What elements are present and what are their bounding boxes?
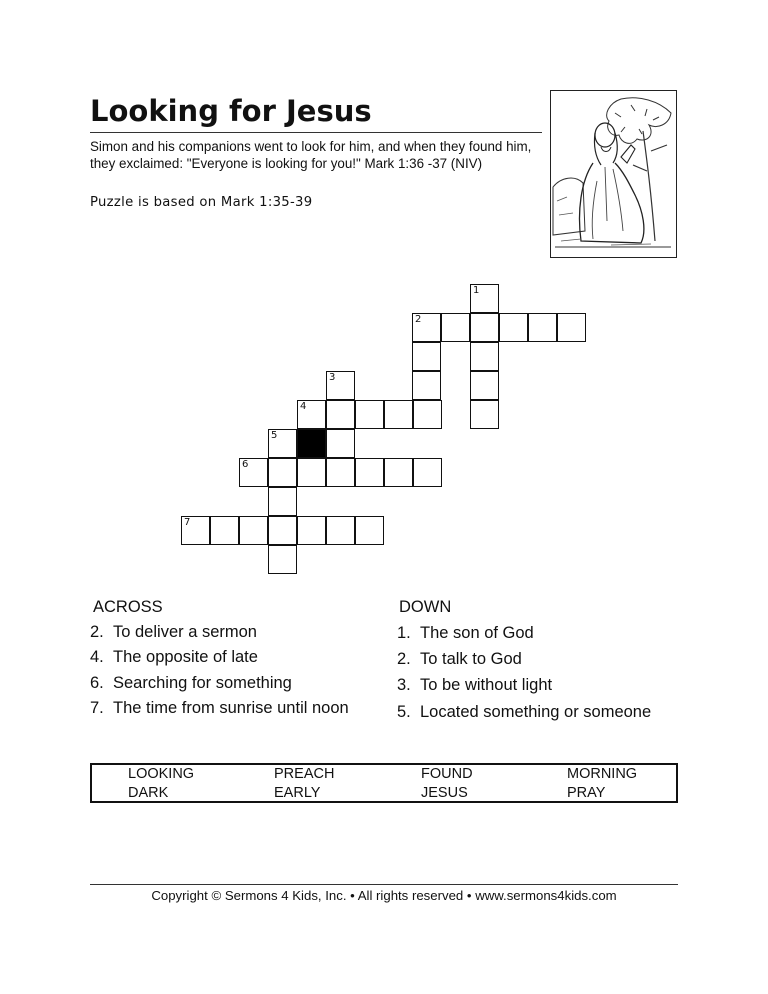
word-bank-item: FOUND bbox=[421, 766, 473, 782]
crossword-cell[interactable] bbox=[384, 458, 413, 487]
across-clue bbox=[90, 699, 349, 718]
crossword-cell[interactable] bbox=[470, 313, 499, 342]
crossword-cell[interactable] bbox=[412, 342, 441, 371]
down-clue bbox=[397, 703, 651, 722]
across-clue bbox=[90, 648, 258, 667]
down-heading: DOWN bbox=[399, 598, 452, 616]
clue-text: To be without light bbox=[420, 676, 553, 694]
clue-num: 7. bbox=[90, 699, 104, 717]
crossword-cell[interactable] bbox=[326, 371, 355, 400]
crossword-cell[interactable] bbox=[239, 516, 268, 545]
blocked-cell bbox=[297, 429, 326, 458]
down-clue bbox=[397, 650, 522, 669]
crossword-cell[interactable] bbox=[297, 458, 326, 487]
clue-text: The opposite of late bbox=[113, 648, 258, 666]
clue-num: 2. bbox=[90, 623, 104, 641]
crossword-cell[interactable] bbox=[557, 313, 586, 342]
crossword-cell[interactable] bbox=[499, 313, 528, 342]
crossword-cell[interactable] bbox=[268, 545, 297, 574]
crossword-cell[interactable] bbox=[355, 400, 384, 429]
crossword-cell[interactable] bbox=[470, 371, 499, 400]
crossword-cell[interactable] bbox=[181, 516, 210, 545]
crossword-cell[interactable] bbox=[268, 487, 297, 516]
crossword-cell[interactable] bbox=[470, 284, 499, 313]
crossword-cell[interactable] bbox=[297, 400, 326, 429]
crossword-cell[interactable] bbox=[413, 458, 442, 487]
clue-text: The son of God bbox=[420, 624, 534, 642]
crossword-cell[interactable] bbox=[412, 371, 441, 400]
clue-number: 1 bbox=[473, 285, 480, 296]
crossword-cell[interactable] bbox=[528, 313, 557, 342]
clue-num: 3. bbox=[397, 676, 411, 694]
word-bank-item: JESUS bbox=[421, 785, 468, 801]
crossword-cell[interactable] bbox=[412, 313, 441, 342]
crossword-cell[interactable] bbox=[326, 400, 355, 429]
word-bank-item: PREACH bbox=[274, 766, 335, 782]
clue-number: 3 bbox=[329, 372, 336, 383]
clue-number: 2 bbox=[415, 314, 422, 325]
word-bank-item: EARLY bbox=[274, 785, 321, 801]
word-bank-item: PRAY bbox=[567, 785, 606, 801]
clue-number: 6 bbox=[242, 459, 249, 470]
crossword-cell[interactable] bbox=[268, 429, 297, 458]
crossword-cell[interactable] bbox=[355, 516, 384, 545]
puzzle-basis: Puzzle is based on Mark 1:35-39 bbox=[90, 195, 313, 210]
clue-text: Searching for something bbox=[113, 674, 292, 692]
down-clue bbox=[397, 676, 552, 695]
clue-number: 4 bbox=[300, 401, 307, 412]
crossword-cell[interactable] bbox=[326, 458, 355, 487]
across-heading: ACROSS bbox=[93, 598, 163, 616]
title-divider bbox=[90, 132, 542, 133]
word-bank-item: LOOKING bbox=[128, 766, 195, 782]
crossword-cell[interactable] bbox=[268, 458, 297, 487]
down-clue bbox=[397, 624, 534, 643]
crossword-cell[interactable] bbox=[297, 516, 326, 545]
crossword-cell[interactable] bbox=[413, 400, 442, 429]
crossword-cell[interactable] bbox=[326, 429, 355, 458]
clue-number: 5 bbox=[271, 430, 278, 441]
crossword-cell[interactable] bbox=[441, 313, 470, 342]
copyright-footer: Copyright © Sermons 4 Kids, Inc. • All rights reserved • www.sermons4kids.com bbox=[151, 888, 617, 903]
crossword-cell[interactable] bbox=[470, 400, 499, 429]
clue-text: The time from sunrise until noon bbox=[113, 699, 349, 717]
crossword-cell[interactable] bbox=[239, 458, 268, 487]
crossword-cell[interactable] bbox=[210, 516, 239, 545]
crossword-cell[interactable] bbox=[384, 400, 413, 429]
clue-num: 4. bbox=[90, 648, 104, 666]
word-bank-item: DARK bbox=[128, 785, 169, 801]
clue-num: 2. bbox=[397, 650, 411, 668]
clue-num: 5. bbox=[397, 703, 411, 721]
word-bank bbox=[90, 763, 678, 803]
clue-num: 1. bbox=[397, 624, 411, 642]
crossword-cell[interactable] bbox=[326, 516, 355, 545]
crossword-cell[interactable] bbox=[470, 342, 499, 371]
clue-text: To talk to God bbox=[420, 650, 522, 668]
word-bank-item: MORNING bbox=[567, 766, 638, 782]
clue-text: Located something or someone bbox=[420, 703, 652, 721]
footer-divider bbox=[90, 884, 678, 885]
across-clue bbox=[90, 674, 292, 693]
scripture-verse: Simon and his companions went to look for him, and when they found him, they exclaimed: "Everyone is looking for you!" Mark 1:36 -37 (NIV) bbox=[90, 139, 532, 171]
page-title: Looking for Jesus bbox=[90, 94, 372, 128]
clue-number: 7 bbox=[184, 517, 191, 528]
across-clue bbox=[90, 623, 257, 642]
clue-text: To deliver a sermon bbox=[113, 623, 257, 641]
crossword-cell[interactable] bbox=[268, 516, 297, 545]
jesus-praying-illustration bbox=[550, 90, 677, 258]
crossword-cell[interactable] bbox=[355, 458, 384, 487]
clue-num: 6. bbox=[90, 674, 104, 692]
